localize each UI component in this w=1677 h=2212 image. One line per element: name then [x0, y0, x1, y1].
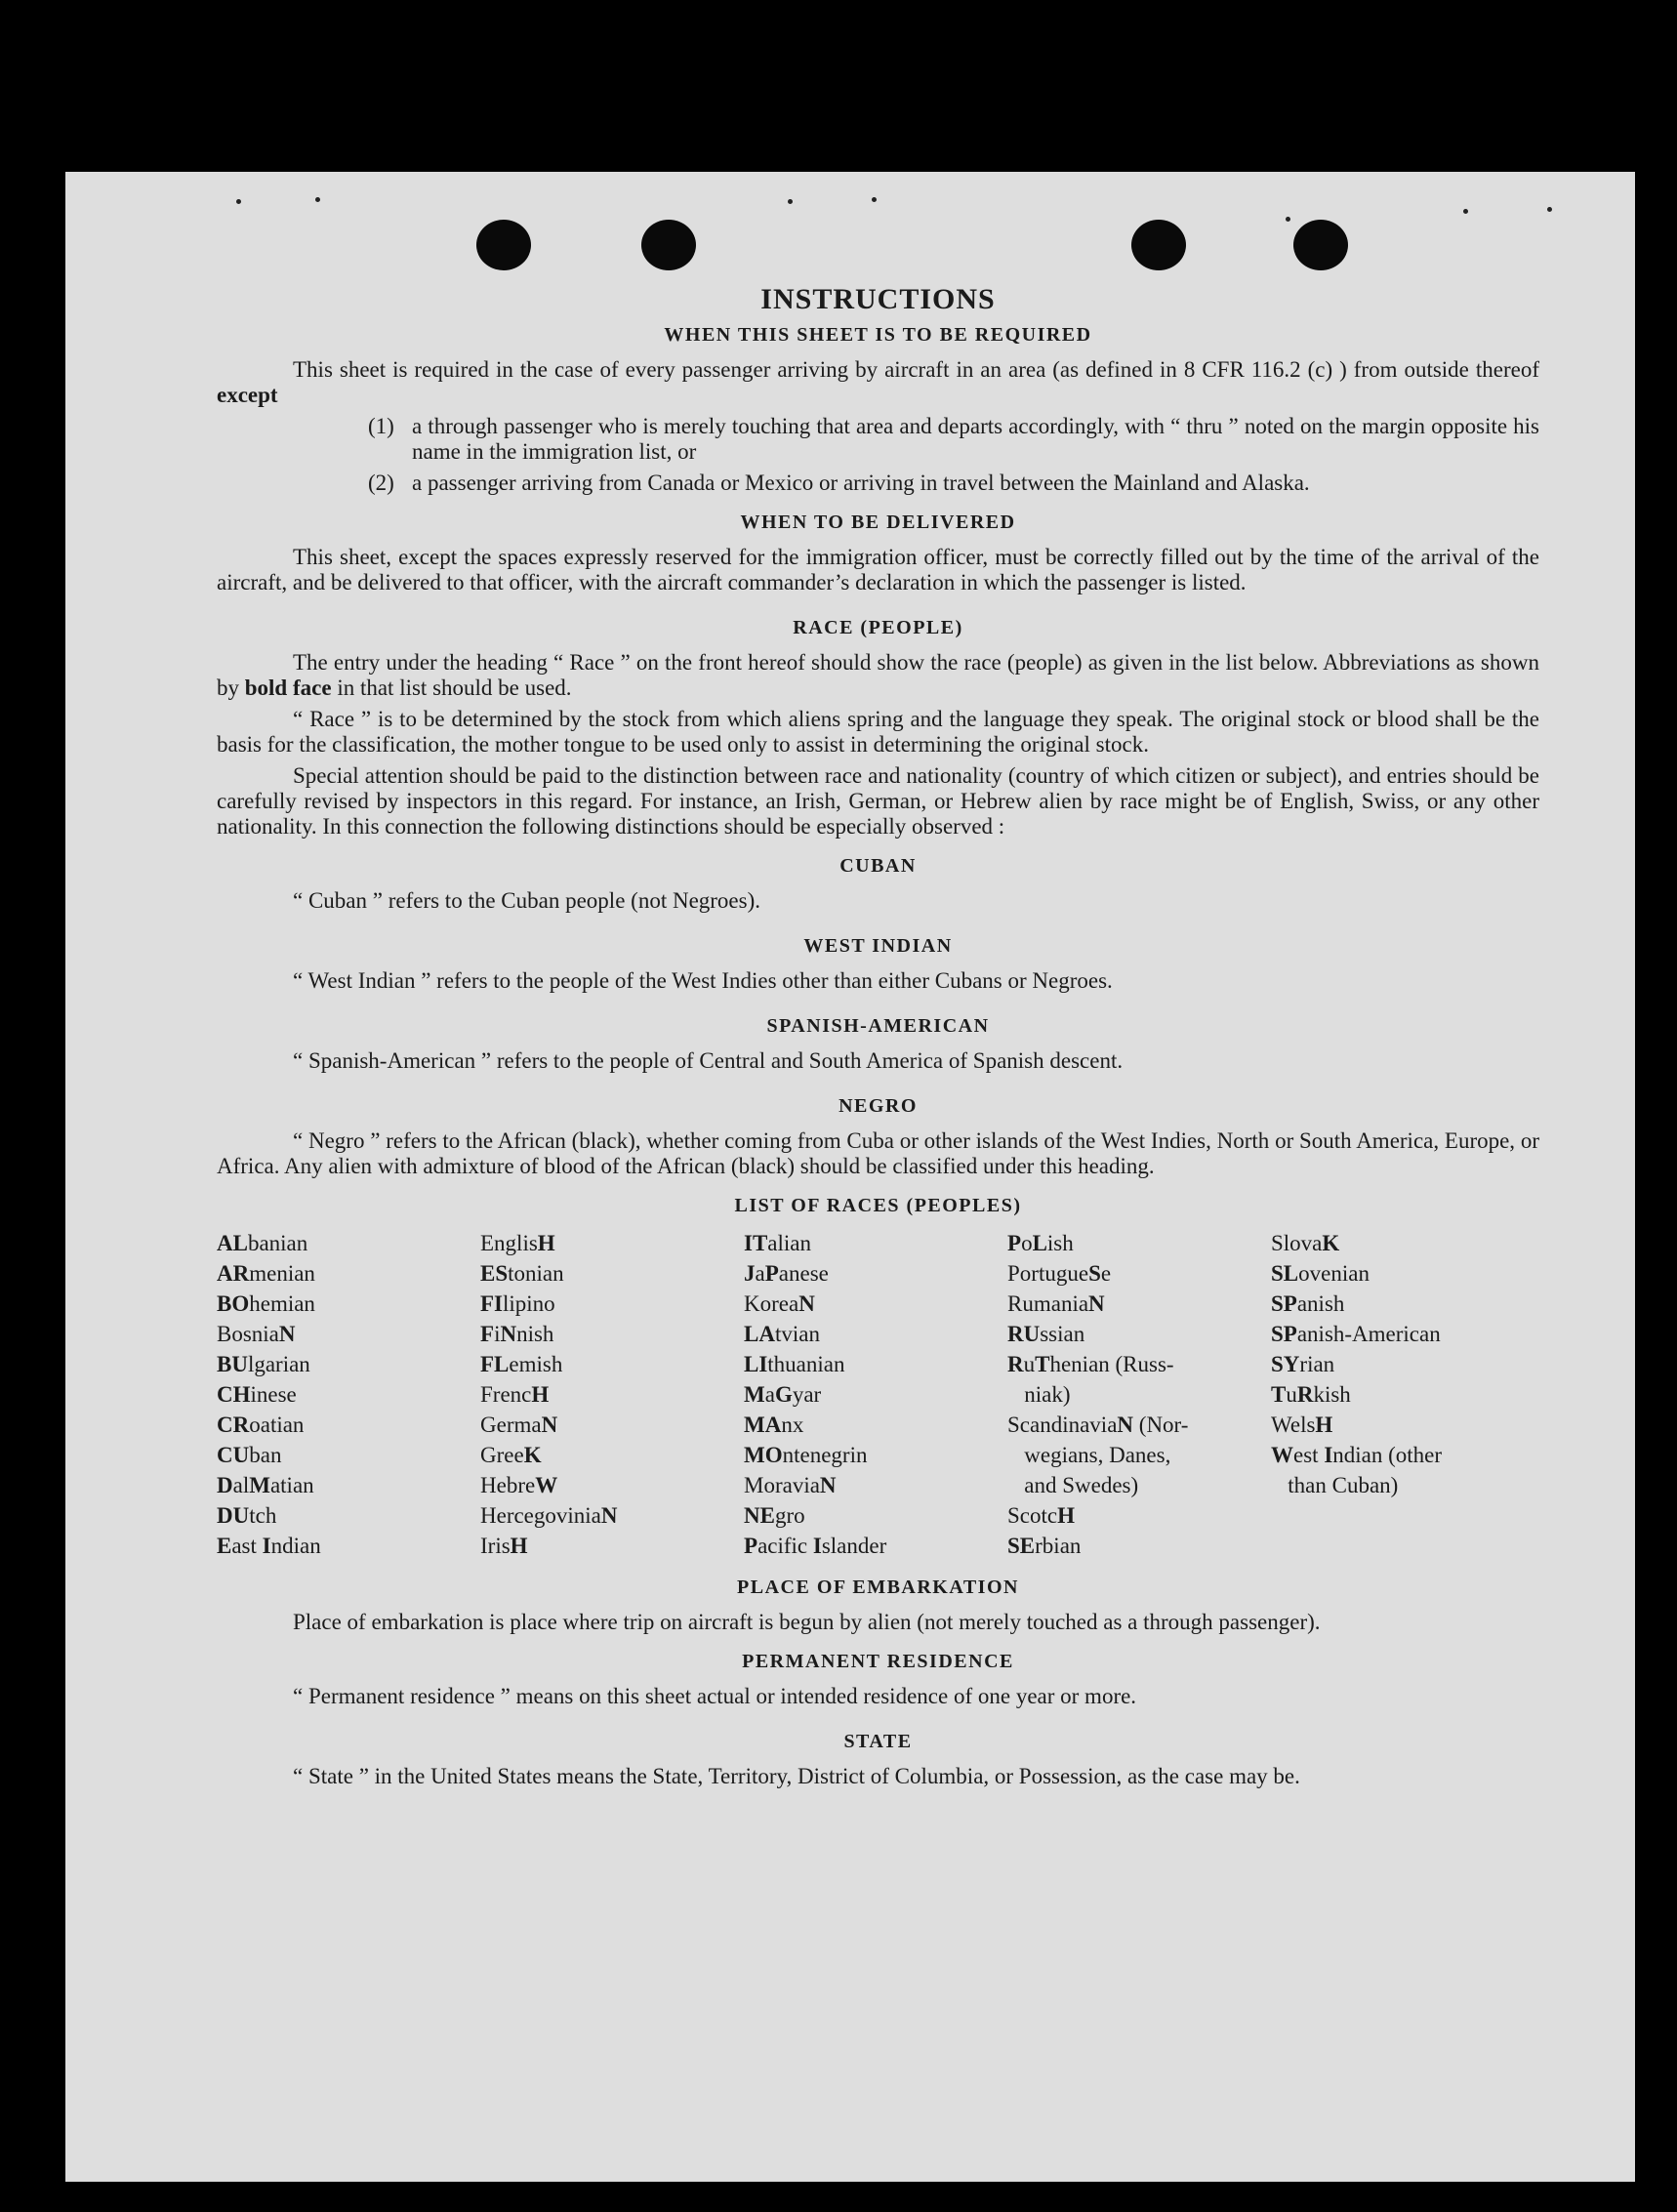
race-text: acific [757, 1534, 813, 1558]
speck [236, 199, 241, 204]
race-text: Wels [1271, 1413, 1316, 1437]
race-entry [744, 1470, 1007, 1500]
race-abbreviation: M [249, 1473, 270, 1497]
race-abbreviation: H [531, 1382, 550, 1407]
race-text: Germa [480, 1413, 542, 1437]
race-abbreviation: J [744, 1261, 756, 1286]
race-abbreviation: SE [1007, 1534, 1036, 1558]
race-abbreviation: R [1007, 1352, 1024, 1376]
race-text: menian [249, 1261, 315, 1286]
heading-cuban: CUBAN [839, 855, 917, 877]
embarkation-text: Place of embarkation is place where trip on aircraft is begun by alien (not merely touched as a through passenger). [293, 1610, 1321, 1634]
race-text: gro [774, 1503, 805, 1528]
race-entry [1007, 1289, 1271, 1319]
race-abbreviation: N [500, 1322, 517, 1346]
race-text: ast [231, 1534, 263, 1558]
race-abbreviation: AR [217, 1261, 250, 1286]
race-abbreviation: N [798, 1291, 815, 1316]
race-abbreviation: SY [1271, 1352, 1300, 1376]
heading-races-list: LIST OF RACES (PEOPLES) [734, 1195, 1022, 1216]
race-text: oatian [249, 1413, 305, 1437]
race-entry [480, 1379, 744, 1410]
heading-spanish-american: SPANISH-AMERICAN [766, 1015, 990, 1037]
race-abbreviation: D [217, 1473, 233, 1497]
races-column-5 [1271, 1228, 1534, 1561]
race-entry [480, 1500, 744, 1531]
race-entry [744, 1289, 1007, 1319]
race-abbreviation: BO [217, 1291, 250, 1316]
race-entry [1007, 1379, 1271, 1410]
race-abbreviation: P [744, 1534, 758, 1558]
required-intro [217, 357, 1539, 408]
speck [1463, 209, 1468, 214]
punch-hole [1293, 220, 1348, 270]
race-text: ndian (other [1332, 1443, 1443, 1467]
speck [788, 199, 793, 204]
race-abbreviation: I [1324, 1443, 1333, 1467]
race-entry [217, 1379, 480, 1410]
race-text: thuanian [767, 1352, 845, 1376]
race-text: kish [1313, 1382, 1351, 1407]
race-abbreviation: I [262, 1534, 271, 1558]
race-entry [480, 1258, 744, 1289]
speck [872, 197, 877, 202]
race-entry [217, 1258, 480, 1289]
races-column-3 [744, 1228, 1007, 1561]
race-text: rbian [1035, 1534, 1082, 1558]
race-text: Iris [480, 1534, 511, 1558]
race-entry [744, 1319, 1007, 1349]
race-entry [480, 1470, 744, 1500]
speck [1547, 207, 1552, 212]
race-abbreviation: AL [217, 1231, 248, 1255]
race-entry [1271, 1440, 1534, 1470]
races-column-2 [480, 1228, 744, 1561]
race-text: atian [269, 1473, 314, 1497]
race-text: alian [767, 1231, 811, 1255]
race-entry [1007, 1258, 1271, 1289]
race-abbreviation: T [1271, 1382, 1287, 1407]
race-abbreviation: FL [480, 1352, 510, 1376]
race-text: ntenegrin [782, 1443, 868, 1467]
race-text: Rumania [1007, 1291, 1089, 1316]
race-abbreviation: N [278, 1322, 296, 1346]
race-entry [480, 1410, 744, 1440]
race-text: ish [1046, 1231, 1074, 1255]
race-abbreviation: BU [217, 1352, 248, 1376]
race-paragraph-1 [217, 650, 1539, 701]
race-entry [217, 1470, 480, 1500]
race-text: est [1293, 1443, 1325, 1467]
race-p1-bold: bold face [244, 676, 332, 700]
instructions-body [217, 283, 1539, 1795]
race-entry [480, 1319, 744, 1349]
race-text: banian [247, 1231, 308, 1255]
race-entry [1271, 1258, 1534, 1289]
race-abbreviation: IT [744, 1231, 768, 1255]
race-entry [217, 1289, 480, 1319]
race-text: u [1023, 1352, 1036, 1376]
race-entry [1271, 1379, 1534, 1410]
state-text: “ State ” in the United States means the State, Territory, District of Columbia, or Possession, as the case may be. [293, 1764, 1300, 1788]
race-text: niak) [1007, 1382, 1071, 1407]
race-text: lgarian [247, 1352, 310, 1376]
races-column-1 [217, 1228, 480, 1561]
race-entry [480, 1228, 744, 1258]
race-entry [217, 1319, 480, 1349]
race-entry [744, 1440, 1007, 1470]
race-abbreviation: H [1057, 1503, 1075, 1528]
race-entry [1271, 1410, 1534, 1440]
race-entry [217, 1531, 480, 1561]
race-abbreviation: R [1296, 1382, 1314, 1407]
race-abbreviation: H [1315, 1413, 1333, 1437]
race-text: henian (Russ- [1049, 1352, 1174, 1376]
race-entry [1007, 1319, 1271, 1349]
race-abbreviation: L [1032, 1231, 1047, 1255]
race-abbreviation: H [510, 1534, 528, 1558]
race-text: e [1100, 1261, 1112, 1286]
race-text: inese [250, 1382, 297, 1407]
west-indian-text: “ West Indian ” refers to the people of the West Indies other than either Cubans or Negroes. [293, 968, 1113, 993]
race-text: Bosnia [217, 1322, 279, 1346]
race-text: anese [778, 1261, 829, 1286]
race-entry [1271, 1319, 1534, 1349]
race-text: a [764, 1382, 775, 1407]
heading-required: WHEN THIS SHEET IS TO BE REQUIRED [664, 324, 1092, 346]
race-abbreviation: ES [480, 1261, 509, 1286]
race-entry [1007, 1349, 1271, 1379]
race-abbreviation: MA [744, 1413, 782, 1437]
race-abbreviation: N [819, 1473, 837, 1497]
race-text: ovenian [1298, 1261, 1370, 1286]
race-text: ssian [1040, 1322, 1085, 1346]
cuban-text: “ Cuban ” refers to the Cuban people (not Negroes). [293, 888, 761, 913]
race-abbreviation: N [1088, 1291, 1105, 1316]
race-abbreviation: LI [744, 1352, 768, 1376]
race-abbreviation: K [523, 1443, 542, 1467]
race-text: yar [792, 1382, 822, 1407]
punch-hole [641, 220, 696, 270]
race-abbreviation: FI [480, 1291, 503, 1316]
race-text: Scandinavia [1007, 1413, 1118, 1437]
race-text: Englis [480, 1231, 538, 1255]
race-entry [744, 1379, 1007, 1410]
race-abbreviation: H [537, 1231, 555, 1255]
heading-state: STATE [843, 1731, 913, 1752]
item-text: a passenger arriving from Canada or Mexico or arriving in travel between the Mainland and Alaska. [412, 471, 1310, 495]
race-text: Gree [480, 1443, 524, 1467]
race-abbreviation: T [1035, 1352, 1050, 1376]
race-text: i [494, 1322, 501, 1346]
race-abbreviation: CU [217, 1443, 250, 1467]
heading-delivered: WHEN TO BE DELIVERED [740, 512, 1016, 533]
race-text: than Cuban) [1271, 1473, 1399, 1497]
page-title: INSTRUCTIONS [760, 283, 996, 315]
race-entry [217, 1349, 480, 1379]
race-text: tonian [508, 1261, 564, 1286]
delivered-text: This sheet, except the spaces expressly reserved for the immigration officer, must be correctly filled out by the time of the arrival of the aircraft, and be delivered to that officer, with the aircraft commander’s declaration in which the passenger is listed. [217, 545, 1539, 594]
race-abbreviation: CH [217, 1382, 251, 1407]
race-entry [480, 1440, 744, 1470]
race-entry [744, 1228, 1007, 1258]
race-entry [1271, 1228, 1534, 1258]
race-text: emish [509, 1352, 563, 1376]
race-entry [1271, 1289, 1534, 1319]
race-abbreviation: F [480, 1322, 495, 1346]
race-abbreviation: LA [744, 1322, 775, 1346]
race-abbreviation: N [1117, 1413, 1134, 1437]
races-list [217, 1228, 1539, 1561]
race-abbreviation: SP [1271, 1291, 1297, 1316]
race-abbreviation: MO [744, 1443, 783, 1467]
race-abbreviation: N [541, 1413, 558, 1437]
race-entry [1007, 1410, 1271, 1440]
punch-hole [1131, 220, 1186, 270]
required-item-2 [368, 471, 1539, 496]
item-text: a through passenger who is merely touching that area and departs accordingly, with “ thru ” noted on the margin opposite his name in the immigration list, or [412, 414, 1539, 464]
race-entry [744, 1500, 1007, 1531]
document-sheet [65, 172, 1635, 2182]
race-text: tvian [774, 1322, 820, 1346]
race-text: slander [821, 1534, 887, 1558]
race-text: Korea [744, 1291, 799, 1316]
race-entry [217, 1500, 480, 1531]
heading-embarkation: PLACE OF EMBARKATION [737, 1577, 1019, 1598]
race-text: tch [249, 1503, 277, 1528]
race-abbreviation: N [600, 1503, 618, 1528]
heading-west-indian: WEST INDIAN [803, 935, 953, 957]
race-entry [480, 1349, 744, 1379]
race-text: (Nor- [1133, 1413, 1189, 1437]
race-entry [744, 1410, 1007, 1440]
race-abbreviation: S [1088, 1261, 1101, 1286]
race-text: hemian [249, 1291, 315, 1316]
heading-residence: PERMANENT RESIDENCE [742, 1651, 1014, 1672]
race-text: Frenc [480, 1382, 532, 1407]
race-abbreviation: W [535, 1473, 558, 1497]
race-text: Moravia [744, 1473, 820, 1497]
race-abbreviation: W [1271, 1443, 1293, 1467]
race-text: ndian [270, 1534, 321, 1558]
race-entry [1271, 1349, 1534, 1379]
race-entry [1007, 1440, 1271, 1470]
race-abbreviation: NE [744, 1503, 775, 1528]
race-entry [744, 1531, 1007, 1561]
race-entry [1007, 1531, 1271, 1561]
race-abbreviation: G [774, 1382, 793, 1407]
race-abbreviation: DU [217, 1503, 250, 1528]
race-text: lipino [503, 1291, 555, 1316]
race-text: o [1021, 1231, 1033, 1255]
race-entry [217, 1410, 480, 1440]
race-abbreviation: RU [1007, 1322, 1041, 1346]
race-paragraph-2: “ Race ” is to be determined by the stock from which aliens spring and the language they speak. The original stock or blood shall be the basis for the classification, the mother tongue to be used only to assist in determining the original stock. [217, 707, 1539, 757]
required-item-1 [368, 414, 1539, 465]
punch-hole [476, 220, 531, 270]
race-text: Portugue [1007, 1261, 1089, 1286]
required-except: except [217, 383, 278, 407]
race-text: Hercegovinia [480, 1503, 601, 1528]
item-number: (2) [368, 471, 394, 495]
race-abbreviation: E [217, 1534, 232, 1558]
race-entry [217, 1228, 480, 1258]
race-text: al [232, 1473, 250, 1497]
race-entry [744, 1258, 1007, 1289]
race-abbreviation: I [812, 1534, 822, 1558]
race-p1-b: in that list should be used. [337, 676, 572, 700]
race-text: nx [781, 1413, 804, 1437]
race-abbreviation: M [744, 1382, 765, 1407]
race-entry [480, 1531, 744, 1561]
heading-negro: NEGRO [838, 1095, 918, 1117]
race-text: ban [249, 1443, 282, 1467]
race-entry [1007, 1500, 1271, 1531]
race-abbreviation: P [1007, 1231, 1022, 1255]
speck [1286, 217, 1290, 222]
race-p1-a: The entry under the heading “ Race ” on the front hereof should show the race (people) as given in the list below. Abbreviations as shown by [217, 650, 1539, 700]
race-text: a [755, 1261, 765, 1286]
race-entry [217, 1440, 480, 1470]
race-abbreviation: K [1322, 1231, 1340, 1255]
race-abbreviation: CR [217, 1413, 250, 1437]
race-text: and Swedes) [1007, 1473, 1139, 1497]
heading-race: RACE (PEOPLE) [793, 617, 963, 638]
race-abbreviation: SL [1271, 1261, 1299, 1286]
race-entry [1271, 1470, 1534, 1500]
race-entry [744, 1349, 1007, 1379]
race-abbreviation: SP [1271, 1322, 1297, 1346]
race-text: u [1286, 1382, 1297, 1407]
residence-text: “ Permanent residence ” means on this sheet actual or intended residence of one year or more. [293, 1684, 1137, 1708]
race-entry [1007, 1470, 1271, 1500]
spanish-american-text: “ Spanish-American ” refers to the people of Central and South America of Spanish descent. [293, 1048, 1124, 1073]
race-abbreviation: P [764, 1261, 779, 1286]
race-entry [1007, 1228, 1271, 1258]
race-text: anish-American [1296, 1322, 1441, 1346]
race-paragraph-3: Special attention should be paid to the distinction between race and nationality (country of which citizen or subject), and entries should be carefully revised by inspectors in this regard. For instance, an Irish, German, or Hebrew alien by race might be of English, Swiss, or any other nationality. In this connection the following distinctions should be especially observed : [217, 763, 1539, 839]
item-number: (1) [368, 414, 394, 438]
speck [315, 197, 320, 202]
required-intro-text: This sheet is required in the case of every passenger arriving by aircraft in an area (as defined in 8 CFR 116.2 (c) ) from outside thereof [293, 357, 1539, 382]
race-text: nish [516, 1322, 554, 1346]
race-text: rian [1299, 1352, 1335, 1376]
races-column-4 [1007, 1228, 1271, 1561]
race-text: Scotc [1007, 1503, 1058, 1528]
race-entry [480, 1289, 744, 1319]
race-text: anish [1296, 1291, 1345, 1316]
negro-text: “ Negro ” refers to the African (black), whether coming from Cuba or other islands of the West Indies, North or South America, Europe, or Africa. Any alien with admixture of blood of the African (black) should be classified under this heading. [217, 1128, 1539, 1178]
race-text: Hebre [480, 1473, 536, 1497]
race-text: wegians, Danes, [1007, 1443, 1171, 1467]
race-text: Slova [1271, 1231, 1323, 1255]
